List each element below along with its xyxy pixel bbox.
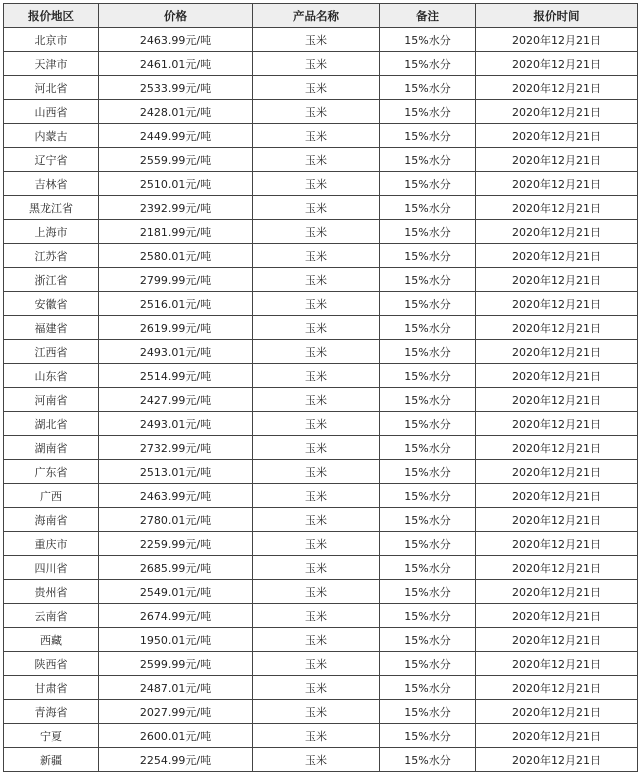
cell-product: 玉米: [253, 484, 380, 508]
header-region: 报价地区: [4, 4, 99, 28]
cell-product: 玉米: [253, 244, 380, 268]
cell-region: 内蒙古: [4, 124, 99, 148]
cell-product: 玉米: [253, 748, 380, 772]
table-row: [4, 148, 638, 172]
cell-price: 2449.99元/吨: [99, 124, 253, 148]
table-row: [4, 268, 638, 292]
table-row: [4, 340, 638, 364]
cell-date: 2020年12月21日: [476, 292, 638, 316]
cell-price: 2463.99元/吨: [99, 484, 253, 508]
cell-region: 湖南省: [4, 436, 99, 460]
cell-product: 玉米: [253, 148, 380, 172]
cell-product: 玉米: [253, 700, 380, 724]
cell-note: 15%水分: [380, 388, 476, 412]
cell-region: 广西: [4, 484, 99, 508]
cell-region: 青海省: [4, 700, 99, 724]
cell-price: 2259.99元/吨: [99, 532, 253, 556]
cell-note: 15%水分: [380, 484, 476, 508]
cell-price: 2427.99元/吨: [99, 388, 253, 412]
cell-region: 北京市: [4, 28, 99, 52]
cell-region: 湖北省: [4, 412, 99, 436]
cell-note: 15%水分: [380, 628, 476, 652]
cell-date: 2020年12月21日: [476, 364, 638, 388]
table-row: [4, 172, 638, 196]
cell-note: 15%水分: [380, 580, 476, 604]
cell-note: 15%水分: [380, 268, 476, 292]
table-row: [4, 532, 638, 556]
cell-price: 2181.99元/吨: [99, 220, 253, 244]
cell-region: 广东省: [4, 460, 99, 484]
table-header-row: [4, 4, 638, 28]
cell-note: 15%水分: [380, 460, 476, 484]
cell-note: 15%水分: [380, 220, 476, 244]
cell-note: 15%水分: [380, 244, 476, 268]
cell-product: 玉米: [253, 412, 380, 436]
cell-product: 玉米: [253, 628, 380, 652]
cell-note: 15%水分: [380, 532, 476, 556]
cell-date: 2020年12月21日: [476, 268, 638, 292]
cell-region: 西藏: [4, 628, 99, 652]
cell-product: 玉米: [253, 652, 380, 676]
cell-region: 天津市: [4, 52, 99, 76]
cell-date: 2020年12月21日: [476, 388, 638, 412]
cell-date: 2020年12月21日: [476, 700, 638, 724]
cell-region: 陕西省: [4, 652, 99, 676]
cell-note: 15%水分: [380, 724, 476, 748]
cell-product: 玉米: [253, 508, 380, 532]
cell-product: 玉米: [253, 364, 380, 388]
table-row: [4, 700, 638, 724]
cell-price: 2493.01元/吨: [99, 412, 253, 436]
cell-date: 2020年12月21日: [476, 220, 638, 244]
cell-price: 2493.01元/吨: [99, 340, 253, 364]
cell-region: 贵州省: [4, 580, 99, 604]
cell-price: 2463.99元/吨: [99, 28, 253, 52]
cell-note: 15%水分: [380, 148, 476, 172]
cell-product: 玉米: [253, 676, 380, 700]
cell-note: 15%水分: [380, 172, 476, 196]
cell-note: 15%水分: [380, 100, 476, 124]
cell-note: 15%水分: [380, 196, 476, 220]
table-row: [4, 124, 638, 148]
cell-date: 2020年12月21日: [476, 28, 638, 52]
cell-note: 15%水分: [380, 52, 476, 76]
header-price: 价格: [99, 4, 253, 28]
cell-product: 玉米: [253, 28, 380, 52]
cell-date: 2020年12月21日: [476, 484, 638, 508]
cell-product: 玉米: [253, 292, 380, 316]
header-product: 产品名称: [253, 4, 380, 28]
cell-note: 15%水分: [380, 700, 476, 724]
cell-price: 2027.99元/吨: [99, 700, 253, 724]
cell-price: 2580.01元/吨: [99, 244, 253, 268]
cell-product: 玉米: [253, 556, 380, 580]
cell-date: 2020年12月21日: [476, 52, 638, 76]
table-row: [4, 628, 638, 652]
cell-date: 2020年12月21日: [476, 676, 638, 700]
cell-date: 2020年12月21日: [476, 556, 638, 580]
cell-region: 江苏省: [4, 244, 99, 268]
cell-product: 玉米: [253, 100, 380, 124]
cell-region: 江西省: [4, 340, 99, 364]
cell-region: 山东省: [4, 364, 99, 388]
cell-price: 2428.01元/吨: [99, 100, 253, 124]
table-row: [4, 652, 638, 676]
table-row: [4, 100, 638, 124]
cell-date: 2020年12月21日: [476, 124, 638, 148]
cell-note: 15%水分: [380, 508, 476, 532]
cell-note: 15%水分: [380, 316, 476, 340]
cell-date: 2020年12月21日: [476, 148, 638, 172]
cell-region: 新疆: [4, 748, 99, 772]
cell-product: 玉米: [253, 436, 380, 460]
cell-price: 2533.99元/吨: [99, 76, 253, 100]
cell-note: 15%水分: [380, 364, 476, 388]
cell-region: 山西省: [4, 100, 99, 124]
cell-note: 15%水分: [380, 412, 476, 436]
table-row: [4, 748, 638, 772]
cell-date: 2020年12月21日: [476, 244, 638, 268]
cell-date: 2020年12月21日: [476, 196, 638, 220]
cell-note: 15%水分: [380, 652, 476, 676]
table-row: [4, 412, 638, 436]
cell-price: 2514.99元/吨: [99, 364, 253, 388]
header-date: 报价时间: [476, 4, 638, 28]
cell-date: 2020年12月21日: [476, 76, 638, 100]
cell-region: 上海市: [4, 220, 99, 244]
table-row: [4, 604, 638, 628]
cell-note: 15%水分: [380, 748, 476, 772]
table-row: [4, 676, 638, 700]
cell-price: 2510.01元/吨: [99, 172, 253, 196]
cell-price: 2549.01元/吨: [99, 580, 253, 604]
cell-region: 吉林省: [4, 172, 99, 196]
cell-date: 2020年12月21日: [476, 628, 638, 652]
cell-note: 15%水分: [380, 604, 476, 628]
table-row: [4, 316, 638, 340]
cell-region: 海南省: [4, 508, 99, 532]
cell-date: 2020年12月21日: [476, 532, 638, 556]
cell-price: 2516.01元/吨: [99, 292, 253, 316]
table-row: [4, 484, 638, 508]
cell-product: 玉米: [253, 220, 380, 244]
table-row: [4, 556, 638, 580]
cell-price: 2674.99元/吨: [99, 604, 253, 628]
cell-date: 2020年12月21日: [476, 604, 638, 628]
table-row: [4, 28, 638, 52]
cell-price: 1950.01元/吨: [99, 628, 253, 652]
cell-region: 重庆市: [4, 532, 99, 556]
cell-note: 15%水分: [380, 124, 476, 148]
cell-price: 2513.01元/吨: [99, 460, 253, 484]
cell-product: 玉米: [253, 388, 380, 412]
table-row: [4, 52, 638, 76]
cell-region: 河北省: [4, 76, 99, 100]
cell-date: 2020年12月21日: [476, 316, 638, 340]
cell-product: 玉米: [253, 196, 380, 220]
table-row: [4, 244, 638, 268]
cell-region: 四川省: [4, 556, 99, 580]
table-row: [4, 580, 638, 604]
cell-date: 2020年12月21日: [476, 172, 638, 196]
cell-region: 浙江省: [4, 268, 99, 292]
cell-date: 2020年12月21日: [476, 508, 638, 532]
price-table-container: [3, 3, 637, 772]
table-body: [4, 28, 638, 772]
cell-date: 2020年12月21日: [476, 436, 638, 460]
cell-region: 安徽省: [4, 292, 99, 316]
table-row: [4, 436, 638, 460]
table-row: [4, 292, 638, 316]
cell-price: 2685.99元/吨: [99, 556, 253, 580]
cell-product: 玉米: [253, 460, 380, 484]
cell-product: 玉米: [253, 52, 380, 76]
cell-product: 玉米: [253, 724, 380, 748]
cell-region: 甘肃省: [4, 676, 99, 700]
cell-region: 黑龙江省: [4, 196, 99, 220]
cell-product: 玉米: [253, 580, 380, 604]
cell-date: 2020年12月21日: [476, 412, 638, 436]
cell-price: 2619.99元/吨: [99, 316, 253, 340]
cell-note: 15%水分: [380, 676, 476, 700]
cell-note: 15%水分: [380, 28, 476, 52]
cell-date: 2020年12月21日: [476, 652, 638, 676]
cell-date: 2020年12月21日: [476, 460, 638, 484]
cell-date: 2020年12月21日: [476, 340, 638, 364]
table-row: [4, 220, 638, 244]
cell-region: 宁夏: [4, 724, 99, 748]
cell-date: 2020年12月21日: [476, 724, 638, 748]
table-row: [4, 460, 638, 484]
cell-price: 2599.99元/吨: [99, 652, 253, 676]
cell-region: 福建省: [4, 316, 99, 340]
cell-note: 15%水分: [380, 292, 476, 316]
table-row: [4, 196, 638, 220]
cell-price: 2254.99元/吨: [99, 748, 253, 772]
cell-product: 玉米: [253, 268, 380, 292]
cell-price: 2732.99元/吨: [99, 436, 253, 460]
cell-price: 2487.01元/吨: [99, 676, 253, 700]
cell-price: 2559.99元/吨: [99, 148, 253, 172]
cell-note: 15%水分: [380, 436, 476, 460]
cell-note: 15%水分: [380, 556, 476, 580]
cell-product: 玉米: [253, 532, 380, 556]
cell-product: 玉米: [253, 316, 380, 340]
cell-note: 15%水分: [380, 340, 476, 364]
cell-product: 玉米: [253, 76, 380, 100]
cell-product: 玉米: [253, 604, 380, 628]
price-table: [3, 3, 638, 772]
table-row: [4, 364, 638, 388]
table-row: [4, 508, 638, 532]
cell-region: 云南省: [4, 604, 99, 628]
cell-date: 2020年12月21日: [476, 748, 638, 772]
cell-price: 2600.01元/吨: [99, 724, 253, 748]
cell-product: 玉米: [253, 172, 380, 196]
cell-price: 2392.99元/吨: [99, 196, 253, 220]
cell-region: 辽宁省: [4, 148, 99, 172]
table-row: [4, 724, 638, 748]
cell-price: 2780.01元/吨: [99, 508, 253, 532]
table-row: [4, 76, 638, 100]
cell-price: 2461.01元/吨: [99, 52, 253, 76]
cell-product: 玉米: [253, 340, 380, 364]
table-row: [4, 388, 638, 412]
cell-product: 玉米: [253, 124, 380, 148]
cell-note: 15%水分: [380, 76, 476, 100]
header-note: 备注: [380, 4, 476, 28]
cell-date: 2020年12月21日: [476, 100, 638, 124]
cell-price: 2799.99元/吨: [99, 268, 253, 292]
cell-region: 河南省: [4, 388, 99, 412]
cell-date: 2020年12月21日: [476, 580, 638, 604]
